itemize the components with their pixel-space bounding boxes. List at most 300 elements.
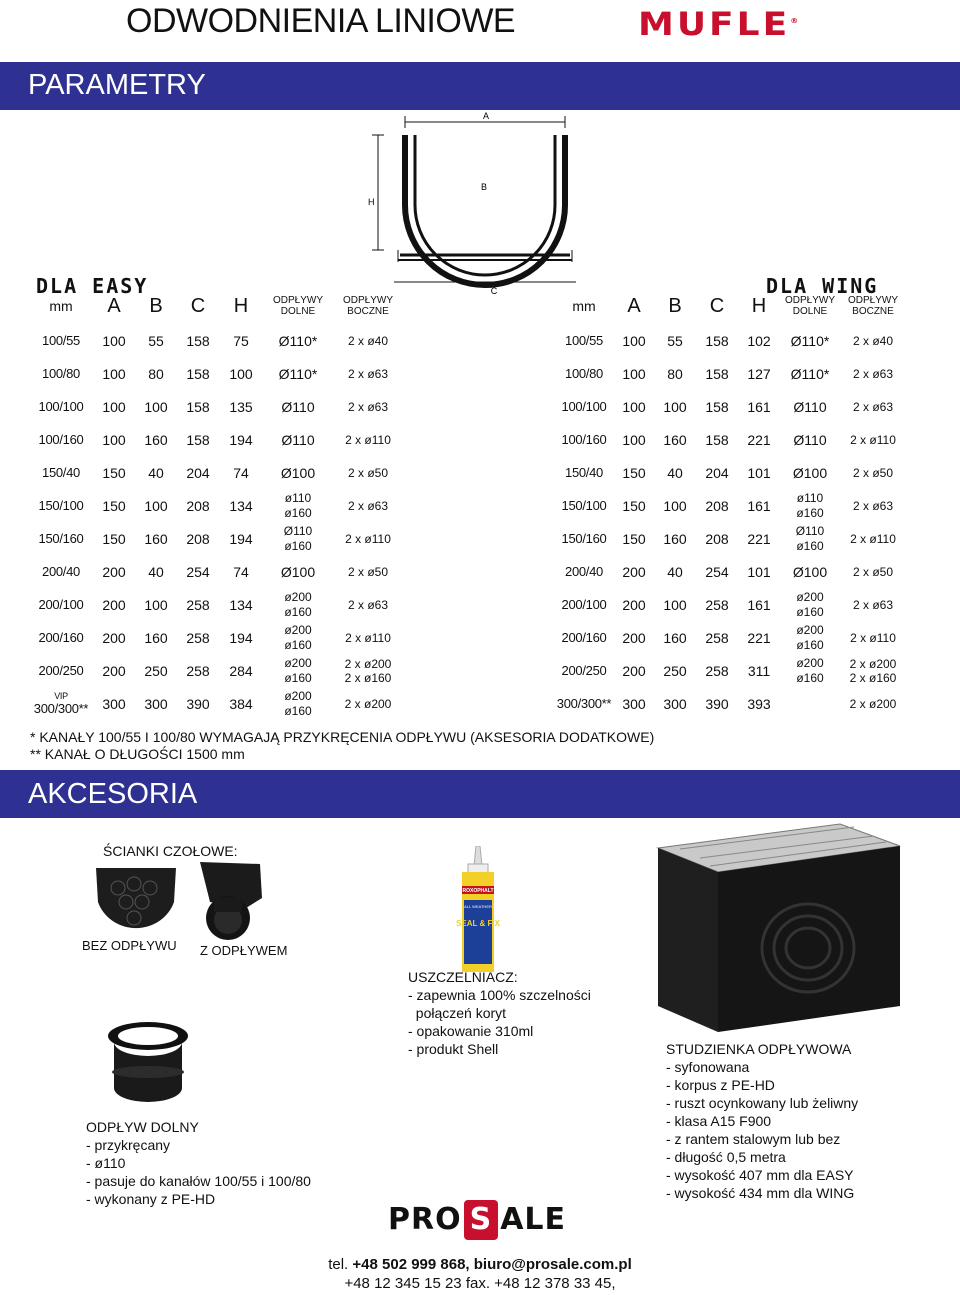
cell-size	[30, 588, 92, 621]
cell-c	[176, 456, 220, 489]
table-row	[555, 390, 905, 423]
cell-b	[655, 522, 695, 555]
cell-bottom-outlets	[262, 390, 334, 423]
cell-size	[30, 357, 92, 390]
cell-b	[655, 621, 695, 654]
cell-b	[655, 555, 695, 588]
col-header-c: C	[190, 294, 206, 317]
size-value: 200/160	[38, 630, 84, 645]
bottom-outlet-1: Ø110	[281, 431, 315, 448]
cell-value: 393	[747, 695, 771, 712]
cell-bottom-outlets	[262, 687, 334, 720]
col-header-mm: mm	[49, 298, 73, 314]
table-row	[555, 324, 905, 357]
bottom-outlet-1: Ø110*	[790, 365, 830, 382]
cell-side-outlets	[334, 324, 402, 357]
size-value: 150/40	[565, 465, 603, 480]
cell-b	[655, 456, 695, 489]
end-walls-title: ŚCIANKI CZOŁOWE:	[103, 843, 238, 859]
sealant-description	[408, 968, 628, 1058]
cell-value: 100	[102, 431, 126, 448]
bottom-outlet-1: Ø100	[792, 563, 828, 580]
cell-side-outlets	[841, 555, 905, 588]
cell-value: 300	[102, 695, 126, 712]
table-row	[30, 324, 402, 357]
cell-a	[92, 390, 136, 423]
cell-c	[695, 588, 739, 621]
caption-with-outlet: Z ODPŁYWEM	[200, 943, 288, 958]
sump-line: - korpus z PE-HD	[666, 1077, 775, 1093]
cell-size	[555, 588, 613, 621]
table-row	[555, 588, 905, 621]
table-row	[30, 489, 402, 522]
cell-c	[695, 489, 739, 522]
cell-size	[555, 489, 613, 522]
section-bar-params: PARAMETRY	[0, 62, 960, 110]
cell-h	[739, 588, 779, 621]
cell-bottom-outlets	[262, 357, 334, 390]
cell-value: 158	[705, 398, 729, 415]
col-header-h: H	[233, 294, 249, 317]
cell-side-outlets	[334, 588, 402, 621]
brand-logo	[638, 6, 801, 43]
cell-h	[220, 654, 262, 687]
cell-b	[136, 687, 176, 720]
cell-c	[176, 687, 220, 720]
sealant-line: - zapewnia 100% szczelności	[408, 987, 591, 1003]
cell-a	[92, 456, 136, 489]
cell-b	[655, 654, 695, 687]
cell-value: 311	[747, 662, 771, 679]
cell-size	[555, 390, 613, 423]
cell-a	[613, 423, 655, 456]
cell-bottom-outlets	[262, 522, 334, 555]
bottom-outlet-1: ø110	[796, 490, 824, 505]
side-outlet-1: 2 x ø200	[344, 656, 392, 671]
cell-h	[739, 621, 779, 654]
size-value: 100/160	[38, 432, 84, 447]
cell-value: 150	[622, 464, 646, 481]
bottom-outlet-2: ø160	[796, 538, 824, 553]
side-outlet-1: 2 x ø110	[850, 531, 896, 546]
cell-c	[695, 654, 739, 687]
cell-side-outlets	[841, 687, 905, 720]
cell-b	[655, 324, 695, 357]
cell-value: 204	[186, 464, 210, 481]
cell-value: 135	[229, 398, 253, 415]
side-outlet-1: 2 x ø110	[345, 531, 391, 546]
cell-a	[613, 456, 655, 489]
cell-value: 100	[144, 596, 168, 613]
size-value: 100/80	[42, 366, 80, 381]
cell-size	[30, 654, 92, 687]
sealant-tube-image	[450, 846, 510, 976]
cell-value: 221	[747, 431, 771, 448]
cell-h	[739, 489, 779, 522]
cell-a	[92, 324, 136, 357]
outlet-title: ODPŁYW DOLNY	[86, 1119, 199, 1135]
col-header-b: B	[668, 294, 682, 317]
cell-size	[555, 522, 613, 555]
cell-size	[30, 456, 92, 489]
bottom-outlet-image	[100, 1018, 196, 1110]
cell-a	[92, 654, 136, 687]
bottom-outlet-2: ø160	[284, 703, 312, 718]
cell-value: 150	[622, 497, 646, 514]
cell-h	[739, 423, 779, 456]
bottom-outlet-1: Ø110	[283, 523, 313, 538]
wing-spec-table	[555, 288, 905, 720]
cell-bottom-outlets	[779, 588, 841, 621]
bottom-outlet-2: ø160	[796, 637, 824, 652]
bottom-outlet-2: ø160	[796, 670, 824, 685]
cell-size	[30, 522, 92, 555]
cell-value: 158	[705, 431, 729, 448]
col-header-a: A	[627, 294, 641, 317]
cell-bottom-outlets	[262, 324, 334, 357]
cell-a	[613, 489, 655, 522]
cell-value: 254	[186, 563, 210, 580]
page-title: ODWODNIENIA LINIOWE	[126, 2, 516, 40]
cell-size	[555, 357, 613, 390]
cell-value: 160	[663, 629, 687, 646]
side-outlet-1: 2 x ø200	[849, 656, 897, 671]
cell-h	[739, 522, 779, 555]
cell-a	[613, 687, 655, 720]
cell-bottom-outlets	[262, 588, 334, 621]
cell-size	[555, 324, 613, 357]
drainage-sump-image	[650, 818, 910, 1040]
side-outlet-1: 2 x ø63	[852, 597, 894, 612]
cell-b	[136, 621, 176, 654]
bottom-outlet-2: ø160	[284, 604, 312, 619]
col-header-b: B	[149, 294, 163, 317]
bottom-outlet-1: Ø110	[281, 398, 315, 415]
cell-b	[655, 357, 695, 390]
cell-b	[655, 687, 695, 720]
cell-value: 200	[622, 563, 646, 580]
bottom-outlet-1: Ø110*	[278, 365, 318, 382]
cell-side-outlets	[334, 456, 402, 489]
size-value: 150/160	[561, 531, 607, 546]
table-row	[30, 390, 402, 423]
cell-c	[695, 357, 739, 390]
cell-value: 100	[622, 398, 646, 415]
cell-value: 204	[705, 464, 729, 481]
cell-bottom-outlets	[779, 555, 841, 588]
bottom-outlet-description	[86, 1118, 386, 1208]
cell-h	[220, 357, 262, 390]
size-value: 100/100	[38, 399, 84, 414]
cell-side-outlets	[334, 621, 402, 654]
cell-c	[695, 324, 739, 357]
outlet-line: - ø110	[86, 1155, 126, 1171]
sump-line: - wysokość 434 mm dla WING	[666, 1185, 855, 1201]
cell-c	[695, 423, 739, 456]
col-header-bottom-outlets: ODPŁYWY DOLNE	[272, 295, 323, 317]
col-header-side-outlets: ODPŁYWY BOCZNE	[847, 295, 898, 317]
cell-bottom-outlets	[779, 390, 841, 423]
sealant-brand-label: ROXOPHALT	[462, 888, 494, 894]
table-row	[30, 423, 402, 456]
sealant-line: - produkt Shell	[408, 1041, 499, 1057]
cell-value: 194	[229, 431, 253, 448]
side-outlet-1: 2 x ø110	[345, 630, 391, 645]
side-outlet-2: 2 x ø160	[344, 670, 392, 685]
cell-value: 55	[667, 332, 683, 349]
cell-side-outlets	[841, 654, 905, 687]
cell-size	[30, 390, 92, 423]
cell-b	[136, 555, 176, 588]
bottom-outlet-2: ø160	[284, 637, 312, 652]
bottom-outlet-1: ø200	[796, 589, 824, 604]
col-header-side-outlets: ODPŁYWY BOCZNE	[342, 295, 393, 317]
cell-value: 208	[186, 497, 210, 514]
side-outlet-1: 2 x ø50	[852, 564, 894, 579]
cell-bottom-outlets	[779, 522, 841, 555]
cell-bottom-outlets	[779, 621, 841, 654]
table-row	[555, 456, 905, 489]
bottom-outlet-2: ø160	[796, 604, 824, 619]
cell-h	[739, 456, 779, 489]
bottom-outlet-1: Ø100	[792, 464, 828, 481]
cell-c	[695, 687, 739, 720]
table-row	[30, 654, 402, 687]
table-row	[555, 687, 905, 720]
cell-c	[176, 654, 220, 687]
size-value: 100/160	[561, 432, 607, 447]
size-value: 150/100	[38, 498, 84, 513]
sump-description	[666, 1040, 926, 1202]
cell-size	[555, 555, 613, 588]
cell-a	[613, 522, 655, 555]
cell-value: 300	[663, 695, 687, 712]
cell-value: 40	[148, 563, 164, 580]
cell-value: 200	[102, 662, 126, 679]
side-outlet-2: 2 x ø160	[849, 670, 897, 685]
easy-table-title: DLA EASY	[36, 274, 149, 298]
bottom-outlet-1: ø200	[284, 655, 312, 670]
sealant-line: połączeń koryt	[408, 1005, 507, 1021]
cell-h	[220, 423, 262, 456]
cell-side-outlets	[334, 654, 402, 687]
cell-value: 158	[705, 332, 729, 349]
cell-b	[136, 489, 176, 522]
side-outlet-1: 2 x ø63	[347, 498, 389, 513]
cell-value: 150	[102, 530, 126, 547]
side-outlet-1: 2 x ø40	[347, 333, 389, 348]
cell-value: 384	[229, 695, 253, 712]
cell-bottom-outlets	[262, 489, 334, 522]
cell-a	[92, 522, 136, 555]
cell-value: 258	[705, 596, 729, 613]
table-row	[30, 522, 402, 555]
side-outlet-1: 2 x ø110	[850, 630, 896, 645]
side-outlet-1: 2 x ø110	[345, 432, 391, 447]
cell-h	[220, 522, 262, 555]
col-header-h: H	[751, 294, 767, 317]
table-row	[555, 522, 905, 555]
cell-side-outlets	[841, 456, 905, 489]
cell-value: 100	[622, 332, 646, 349]
bottom-outlet-1: ø200	[284, 589, 312, 604]
cell-value: 208	[705, 497, 729, 514]
contact-info	[0, 1255, 960, 1293]
sump-line: - klasa A15 F900	[666, 1113, 772, 1129]
bottom-outlet-1: Ø100	[280, 563, 316, 580]
bottom-outlet-1: Ø110	[793, 431, 827, 448]
end-wall-without-outlet-image	[88, 862, 184, 944]
cell-value: 100	[622, 431, 646, 448]
cell-size	[555, 654, 613, 687]
cell-side-outlets	[334, 555, 402, 588]
side-outlet-1: 2 x ø63	[347, 597, 389, 612]
wing-table-title: DLA WING	[766, 274, 879, 298]
side-outlet-1: 2 x ø63	[852, 399, 894, 414]
cell-value: 158	[705, 365, 729, 382]
cell-b	[136, 522, 176, 555]
cell-h	[739, 324, 779, 357]
side-outlet-1: 2 x ø63	[852, 498, 894, 513]
sealant-top-label: ALL WEATHER	[464, 904, 492, 909]
cell-value: 200	[102, 596, 126, 613]
cell-bottom-outlets	[779, 423, 841, 456]
cell-value: 100	[102, 332, 126, 349]
cell-side-outlets	[334, 522, 402, 555]
cell-c	[695, 456, 739, 489]
cell-b	[136, 357, 176, 390]
easy-spec-table	[30, 288, 402, 720]
sump-line: - wysokość 407 mm dla EASY	[666, 1167, 854, 1183]
size-value: 200/100	[561, 597, 607, 612]
cell-value: 150	[102, 497, 126, 514]
cell-h	[220, 555, 262, 588]
cell-a	[92, 357, 136, 390]
cell-value: 100	[663, 596, 687, 613]
side-outlet-1: 2 x ø110	[850, 432, 896, 447]
cell-side-outlets	[841, 621, 905, 654]
channel-cross-section-diagram	[360, 110, 600, 300]
sump-line: - ruszt ocynkowany lub żeliwny	[666, 1095, 859, 1111]
side-outlet-1: 2 x ø200	[344, 696, 392, 711]
side-outlet-1: 2 x ø63	[347, 399, 389, 414]
cell-size	[30, 489, 92, 522]
bottom-outlet-1: ø110	[284, 490, 312, 505]
size-value: 200/250	[561, 663, 607, 678]
cell-value: 160	[144, 629, 168, 646]
cell-bottom-outlets	[779, 324, 841, 357]
cell-b	[655, 588, 695, 621]
sump-line: - z rantem stalowym lub bez	[666, 1131, 841, 1147]
cell-value: 160	[144, 431, 168, 448]
outlet-line: - wykonany z PE-HD	[86, 1191, 216, 1207]
cell-value: 101	[747, 563, 771, 580]
cell-b	[655, 489, 695, 522]
cell-value: 258	[186, 596, 210, 613]
cell-a	[613, 390, 655, 423]
cell-value: 74	[233, 464, 249, 481]
cell-h	[220, 390, 262, 423]
cell-value: 160	[663, 431, 687, 448]
cell-a	[92, 489, 136, 522]
end-wall-with-outlet-image	[190, 858, 280, 944]
size-value: 300/300**	[556, 696, 612, 711]
cell-value: 221	[747, 530, 771, 547]
cell-a	[613, 324, 655, 357]
footnote-1: * KANAŁY 100/55 I 100/80 WYMAGAJĄ PRZYKRĘCENIA ODPŁYWU (AKSESORIA DODATKOWE)	[30, 729, 655, 745]
bottom-outlet-2: ø160	[284, 538, 312, 553]
cell-a	[613, 621, 655, 654]
section-bar-accessories: AKCESORIA	[0, 770, 960, 818]
size-value: 200/160	[561, 630, 607, 645]
col-header-c: C	[709, 294, 725, 317]
dim-label-c: C	[490, 286, 498, 296]
cell-b	[655, 390, 695, 423]
outlet-line: - przykręcany	[86, 1137, 171, 1153]
logo-text-mid: S	[464, 1200, 499, 1240]
cell-side-outlets	[334, 423, 402, 456]
contact-prefix: tel.	[328, 1256, 353, 1273]
sump-line: - długość 0,5 metra	[666, 1149, 786, 1165]
table-row	[30, 456, 402, 489]
size-value: 200/100	[38, 597, 84, 612]
cell-c	[176, 357, 220, 390]
cell-value: 80	[667, 365, 683, 382]
cell-bottom-outlets	[779, 687, 841, 720]
cell-side-outlets	[841, 423, 905, 456]
cell-c	[176, 423, 220, 456]
cell-value: 208	[705, 530, 729, 547]
cell-value: 158	[186, 398, 210, 415]
cell-value: 200	[102, 629, 126, 646]
cell-h	[220, 588, 262, 621]
size-value: 300/300**	[33, 700, 89, 716]
table-row	[30, 621, 402, 654]
cell-value: 300	[622, 695, 646, 712]
size-value: 100/55	[565, 333, 603, 348]
cell-c	[176, 324, 220, 357]
cell-bottom-outlets	[779, 357, 841, 390]
cell-value: 160	[144, 530, 168, 547]
size-value: 100/100	[561, 399, 607, 414]
cell-value: 100	[229, 365, 253, 382]
cell-side-outlets	[334, 357, 402, 390]
cell-a	[92, 555, 136, 588]
cell-c	[176, 588, 220, 621]
cell-size	[30, 621, 92, 654]
sealant-line: - opakowanie 310ml	[408, 1023, 534, 1039]
cell-value: 134	[229, 497, 253, 514]
size-value: 100/80	[565, 366, 603, 381]
cell-value: 127	[747, 365, 771, 382]
cell-b	[136, 654, 176, 687]
cell-value: 250	[663, 662, 687, 679]
sump-title: STUDZIENKA ODPŁYWOWA	[666, 1041, 852, 1057]
cell-bottom-outlets	[262, 555, 334, 588]
cell-value: 100	[144, 398, 168, 415]
bottom-outlet-1: ø200	[284, 622, 312, 637]
table-header-row	[555, 288, 905, 324]
cell-value: 100	[102, 398, 126, 415]
cell-h	[739, 555, 779, 588]
cell-b	[136, 324, 176, 357]
cell-b	[136, 423, 176, 456]
side-outlet-1: 2 x ø50	[347, 465, 389, 480]
cell-value: 101	[747, 464, 771, 481]
cell-value: 40	[148, 464, 164, 481]
bottom-outlet-1: Ø110	[793, 398, 827, 415]
side-outlet-1: 2 x ø50	[852, 465, 894, 480]
